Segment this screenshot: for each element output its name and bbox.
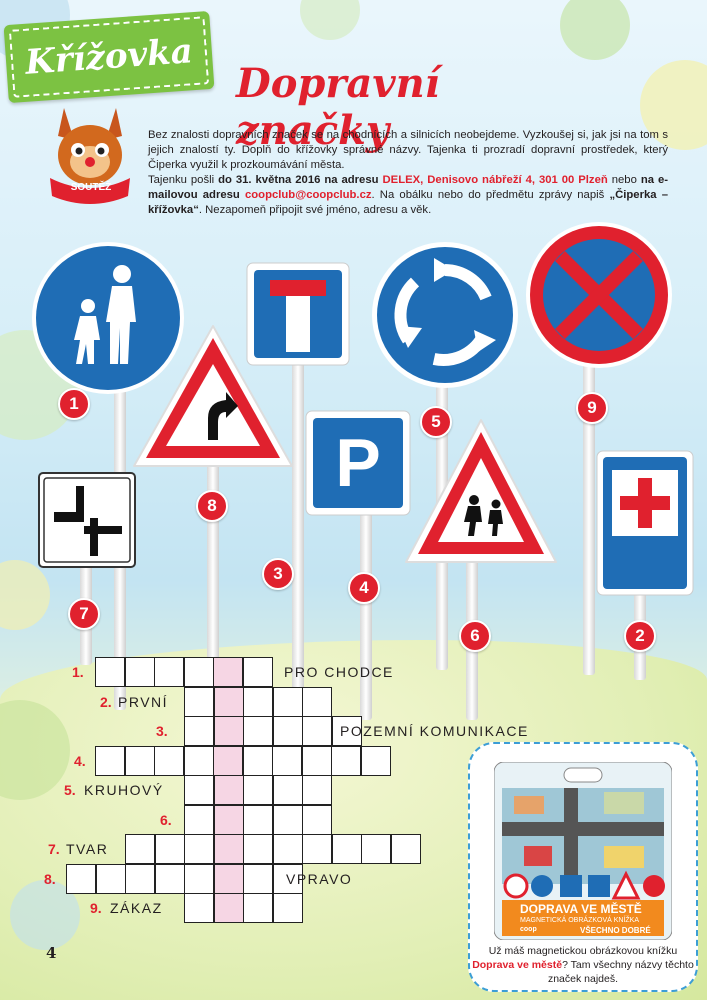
crossword-cell[interactable] — [184, 893, 214, 923]
clue-word: PRO CHODCE — [284, 664, 394, 680]
clue-number: 9. — [90, 900, 102, 916]
crossword-cell[interactable] — [361, 834, 391, 864]
crossword-cell[interactable] — [243, 716, 273, 746]
crossword-cell[interactable] — [273, 687, 303, 717]
crossword-cell[interactable] — [184, 657, 214, 687]
crossword-secret-cell[interactable] — [214, 893, 244, 923]
crossword-secret-cell[interactable] — [213, 746, 243, 776]
section-banner — [4, 11, 215, 103]
sign-number-6: 6 — [459, 620, 491, 652]
clue-word: KRUHOVÝ — [84, 782, 164, 798]
hospital-sign — [596, 450, 694, 596]
crossword-cell[interactable] — [154, 657, 184, 687]
crossword-cell[interactable] — [302, 716, 332, 746]
clue-number: 6. — [160, 811, 172, 828]
crossword-secret-cell[interactable] — [214, 834, 244, 864]
sign-pole — [360, 500, 372, 720]
crossword-cell[interactable] — [273, 834, 303, 864]
children-crossing-sign — [402, 416, 560, 566]
sign-pole — [583, 335, 595, 675]
crossword-cell[interactable] — [302, 775, 332, 805]
intro-p2-c: . Na obálku nebo do předmětu zprávy napiš — [371, 189, 610, 201]
crossword-cell[interactable] — [184, 834, 214, 864]
intro-paragraph-1: Bez znalosti dopravních značek se na chodnících a silnicích neobejdeme. Vyzkoušej si, jak jsi na tom s jejich znalostí ty. Doplň do křížovky správné názvy. Tajenka ti prozradí dopravní prostředek, který Čiperka využil k prozkoumávání města. — [148, 129, 668, 171]
clue-number: 2. — [100, 693, 112, 710]
clue-word: ZÁKAZ — [110, 900, 163, 916]
crossword-secret-cell[interactable] — [213, 657, 243, 687]
crossword-secret-cell[interactable] — [214, 864, 244, 894]
crossword-cell[interactable] — [184, 687, 214, 717]
clue-word: POZEMNÍ KOMUNIKACE — [340, 723, 529, 739]
crossword-cell[interactable] — [243, 746, 273, 776]
crossword-cell[interactable] — [302, 805, 332, 835]
bg-bubble — [560, 0, 630, 60]
promo-text-a: Už máš magnetickou obrázkovou knížku — [488, 945, 678, 957]
crossword-cell[interactable] — [125, 657, 155, 687]
postal-address: DELEX, Denisovo nábřeží 4, 301 00 Plzeň — [382, 174, 608, 186]
crossword-secret-cell[interactable] — [214, 775, 244, 805]
parking-letter: P — [335, 425, 381, 501]
crossword-cell[interactable] — [302, 687, 332, 717]
crossword-cell[interactable] — [243, 834, 273, 864]
crossword-cell[interactable] — [184, 775, 214, 805]
promo-book-subtitle: MAGNETICKÁ OBRÁZKOVÁ KNÍŽKA — [520, 917, 640, 924]
sign-number-9: 9 — [576, 392, 608, 424]
roundabout-sign — [370, 240, 520, 390]
promo-text-b: ? Tam všechny názvy těchto značek najdeš. — [547, 959, 694, 985]
clue-number: 5. — [64, 782, 76, 798]
bg-bubble — [300, 0, 360, 40]
crossword-cell[interactable] — [184, 864, 214, 894]
sign-number-8: 8 — [196, 490, 228, 522]
crossword-cell[interactable] — [184, 746, 214, 776]
page-title: Dopravní značky — [236, 60, 440, 154]
crossword-secret-cell[interactable] — [214, 716, 244, 746]
crossword-cell[interactable] — [332, 834, 362, 864]
road-shape-sign — [38, 472, 136, 568]
no-stopping-sign — [524, 220, 674, 370]
crossword-cell[interactable] — [243, 805, 273, 835]
crossword-cell[interactable] — [184, 716, 214, 746]
email-label: na e-mailovou adresu — [148, 174, 669, 201]
page-number: 4 — [46, 944, 57, 962]
crossword-cell[interactable] — [95, 746, 125, 776]
promo-text — [470, 944, 696, 986]
crossword-cell[interactable] — [96, 864, 126, 894]
sign-number-4: 4 — [348, 572, 380, 604]
promo-brand: coop — [520, 926, 537, 933]
promo-slogan: VŠECHNO DOBRÉ — [580, 926, 651, 935]
crossword-cell[interactable] — [273, 893, 303, 923]
sign-number-7: 7 — [68, 598, 100, 630]
crossword-cell[interactable] — [302, 834, 332, 864]
bg-bubble — [0, 560, 50, 630]
crossword-cell[interactable] — [243, 687, 273, 717]
clue-word: TVAR — [66, 841, 109, 857]
intro-text — [148, 128, 668, 218]
crossword-cell[interactable] — [273, 716, 303, 746]
clue-word: VPRAVO — [286, 870, 353, 887]
crossword-cell[interactable] — [243, 893, 273, 923]
email-address: coopclub@coopclub.cz — [245, 189, 372, 201]
crossword-cell[interactable] — [243, 864, 273, 894]
contest-badge: SOUTĚŽ — [70, 182, 112, 193]
crossword-secret-cell[interactable] — [214, 805, 244, 835]
subject-text: „Čiperka – křížovka“ — [148, 189, 668, 216]
crossword-cell[interactable] — [155, 864, 185, 894]
crossword-cell[interactable] — [273, 775, 303, 805]
section-label: Křížovka — [23, 31, 195, 83]
crossword-cell[interactable] — [302, 746, 332, 776]
intro-p2-a: Tajenku pošli — [148, 174, 219, 186]
crossword-cell[interactable] — [125, 864, 155, 894]
sign-number-2: 2 — [624, 620, 656, 652]
crossword-cell[interactable] — [272, 746, 302, 776]
sign-number-3: 3 — [262, 558, 294, 590]
clue-number: 8. — [44, 870, 56, 887]
intro-p2-d: . Nezapomeň připojit své jméno, adresu a věk. — [198, 204, 432, 216]
crossword-cell[interactable] — [66, 864, 96, 894]
intro-p2-b: nebo — [607, 174, 641, 186]
crossword-secret-cell[interactable] — [214, 687, 244, 717]
crossword-cell[interactable] — [125, 746, 155, 776]
clue-number: 1. — [72, 664, 84, 680]
sign-number-5: 5 — [420, 406, 452, 438]
crossword-cell[interactable] — [155, 834, 185, 864]
promo-book-name: Doprava ve městě — [472, 959, 563, 971]
crossword-cell[interactable] — [243, 775, 273, 805]
crossword-cell[interactable] — [273, 805, 303, 835]
crossword-cell[interactable] — [184, 805, 214, 835]
clue-number: 4. — [74, 752, 86, 769]
crossword-cell[interactable] — [243, 657, 273, 687]
sign-number-1: 1 — [58, 388, 90, 420]
crossword-cell[interactable] — [95, 657, 125, 687]
deadline-text: do 31. května 2016 na adresu — [218, 174, 379, 186]
crossword-cell[interactable] — [361, 746, 391, 776]
clue-word: PRVNÍ — [118, 693, 169, 710]
curve-warning-sign — [130, 322, 296, 470]
crossword-cell[interactable] — [154, 746, 184, 776]
crossword-cell[interactable] — [125, 834, 155, 864]
clue-number: 3. — [156, 723, 168, 739]
crossword-cell[interactable] — [391, 834, 421, 864]
squirrel-mascot-icon — [44, 100, 136, 210]
crossword-cell[interactable] — [331, 746, 361, 776]
clue-number: 7. — [48, 841, 60, 857]
promo-book-title: DOPRAVA VE MĚSTĚ — [520, 902, 642, 916]
